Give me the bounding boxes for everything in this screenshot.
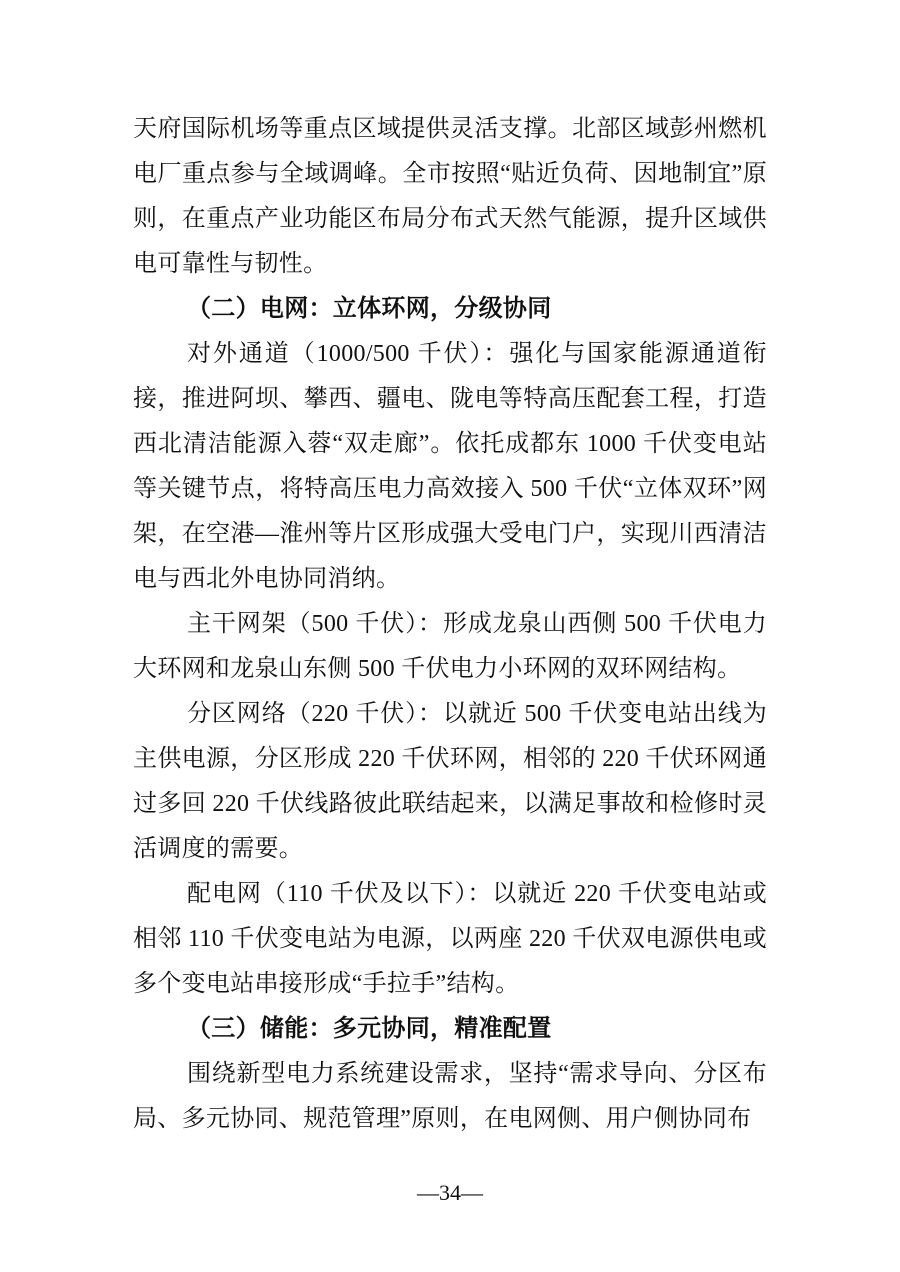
section-heading-storage: （三）储能：多元协同，精准配置	[187, 1016, 552, 1042]
page-number: —34—	[417, 1180, 483, 1205]
paragraph-distribution-network: 配电网（110 千伏及以下）：以就近 220 千伏变电站或相邻 110 千伏变电站为电源，以两座 220 千伏双电源供电或多个变电站串接形成“手拉手”结构。	[133, 881, 767, 997]
page-body	[133, 107, 767, 1142]
paragraph-gas-power-continuation: 天府国际机场等重点区域提供灵活支撑。北部区域彭州燃机电厂重点参与全域调峰。全市按照“贴近负荷、因地制宜”原则，在重点产业功能区布局分布式天然气能源，提升区域供电可靠性与韧性。	[133, 116, 767, 277]
paragraph-external-channels: 对外通道（1000/500 千伏）：强化与国家能源通道衔接，推进阿坝、攀西、疆电、陇电等特高压配套工程，打造西北清洁能源入蓉“双走廊”。依托成都东 1000 千伏变电站等关键节点，将特高压电力高效接入 500 千伏“立体双环”网架，在空港—淮州等片区形成强大受电门户，实现川西清洁电与西北外电协同消纳。	[133, 341, 767, 592]
paragraph-zone-network: 分区网络（220 千伏）：以就近 500 千伏变电站出线为主供电源，分区形成 220 千伏环网，相邻的 220 千伏环网通过多回 220 千伏线路彼此联结起来，以满足事故和检修时灵活调度的需要。	[133, 701, 767, 862]
section-heading-grid: （二）电网：立体环网，分级协同	[187, 296, 552, 322]
paragraph-storage-intro: 围绕新型电力系统建设需求，坚持“需求导向、分区布局、多元协同、规范管理”原则，在电网侧、用户侧协同布	[133, 1061, 767, 1132]
paragraph-backbone-network: 主干网架（500 千伏）：形成龙泉山西侧 500 千伏电力大环网和龙泉山东侧 500 千伏电力小环网的双环网结构。	[133, 611, 767, 682]
